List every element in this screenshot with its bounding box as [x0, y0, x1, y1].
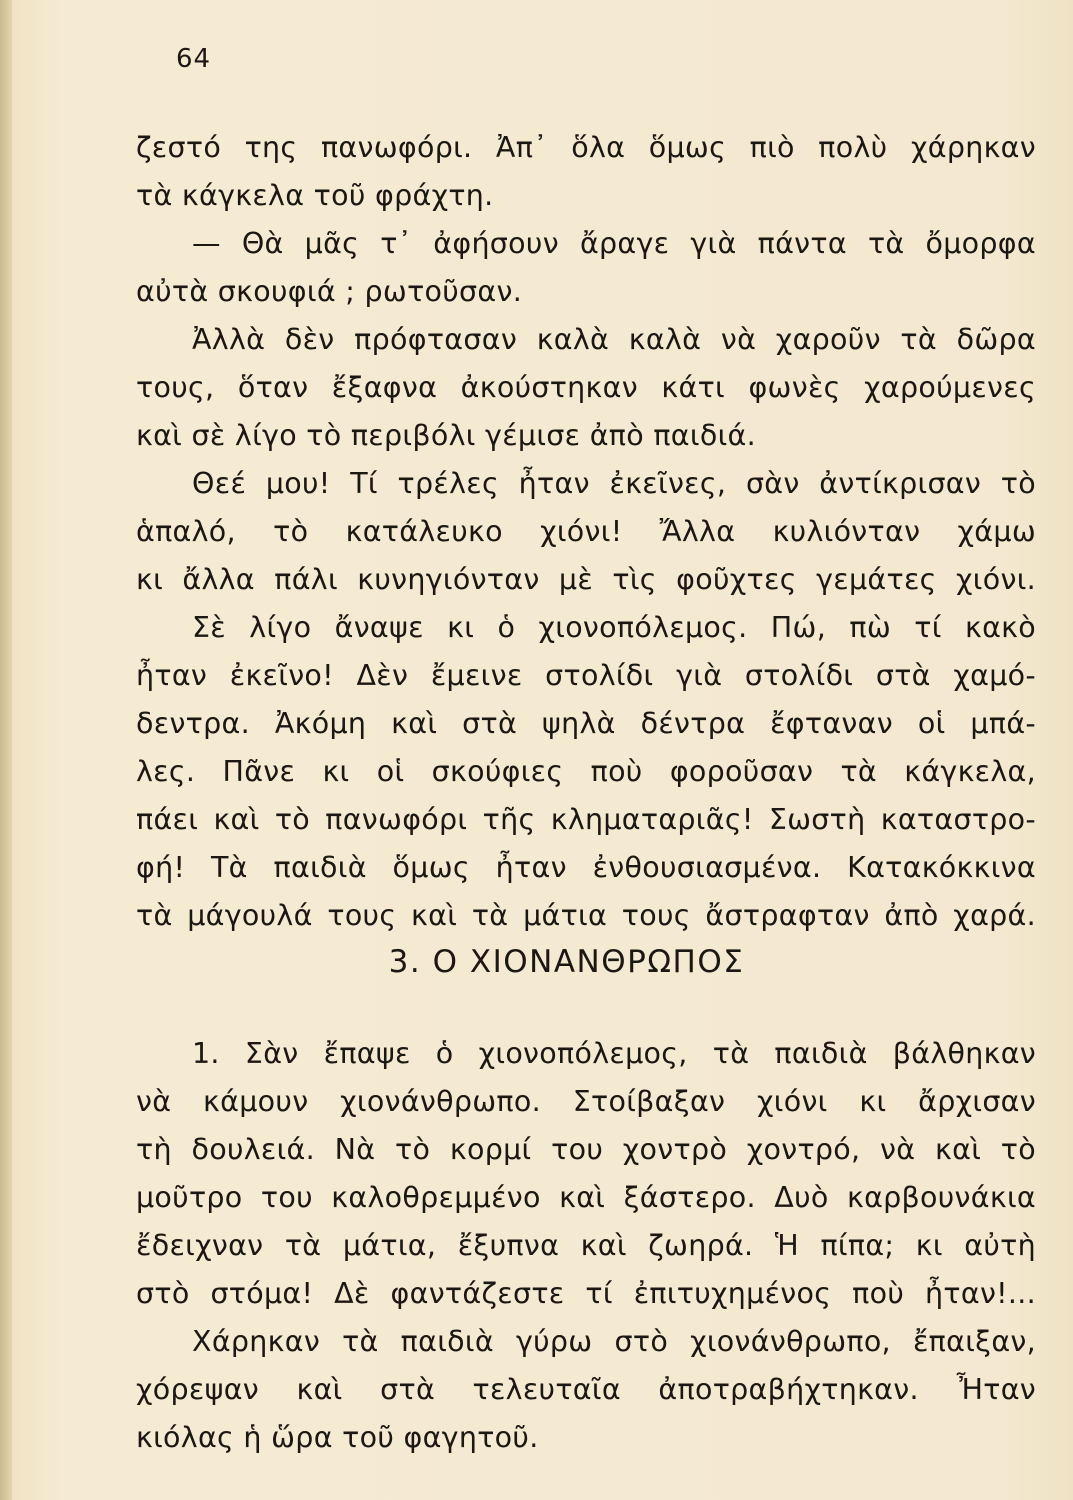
- text-line: τὰ κάγκελα τοῦ φράχτη.: [136, 179, 494, 212]
- section-2-text: [136, 1030, 1036, 1462]
- text-line: καὶ σὲ λίγο τὸ περιβόλι γέμισε ἀπὸ παιδιά.: [136, 419, 756, 452]
- text-line: τους, ὅταν ἔξαφνα ἀκούστηκαν κάτι φωνὲς χαρούμενες: [136, 371, 1036, 404]
- text-line: λες. Πᾶνε κι οἱ σκούφιες ποὺ φοροῦσαν τὰ κάγκελα,: [136, 755, 1036, 788]
- text-line: νὰ κάμουν χιονάνθρωπο. Στοίβαξαν χιόνι κι ἄρχισαν: [136, 1085, 1036, 1118]
- text-line: ἁπαλό, τὸ κατάλευκο χιόνι! Ἄλλα κυλιόνταν χάμω: [136, 515, 1036, 548]
- text-line: Χάρηκαν τὰ παιδιὰ γύρω στὸ χιονάνθρωπο, ἔπαιξαν,: [192, 1325, 1036, 1358]
- text-line: ἦταν ἐκεῖνο! Δὲν ἔμεινε στολίδι γιὰ στολίδι στὰ χαμό-: [136, 659, 1036, 692]
- text-line: τὰ μάγουλά τους καὶ τὰ μάτια τους ἄστραφταν ἀπὸ χαρά.: [136, 899, 1036, 932]
- text-line: μοῦτρο του καλοθρεμμένο καὶ ξάστερο. Δυὸ καρβουνάκια: [136, 1181, 1036, 1214]
- chapter-heading: 3. Ο ΧΙΟΝΑΝΘΡΩΠΟΣ: [388, 944, 745, 980]
- text-line: ζεστό της πανωφόρι. Ἀπ᾿ ὅλα ὅμως πιὸ πολὺ χάρηκαν: [136, 131, 1036, 164]
- page-binding-edge: [0, 0, 12, 1500]
- text-line: πάει καὶ τὸ πανωφόρι τῆς κληματαριᾶς! Σωστὴ καταστρο-: [136, 803, 1036, 836]
- text-line: κιόλας ἡ ὥρα τοῦ φαγητοῦ.: [136, 1421, 539, 1454]
- text-line: αὐτὰ σκουφιά ; ρωτοῦσαν.: [136, 275, 523, 308]
- text-line: ἔδειχναν τὰ μάτια, ἔξυπνα καὶ ζωηρά. Ἡ πίπα; κι αὐτὴ: [136, 1229, 1036, 1262]
- text-line: δεντρα. Ἀκόμη καὶ στὰ ψηλὰ δέντρα ἔφταναν οἱ μπά-: [136, 707, 1036, 740]
- text-line: Θεέ μου! Τί τρέλες ἦταν ἐκεῖνες, σὰν ἀντίκρισαν τὸ: [192, 467, 1036, 500]
- text-line: κι ἄλλα πάλι κυνηγιόνταν μὲ τὶς φοῦχτες γεμάτες χιόνι.: [136, 563, 1036, 596]
- page-number: 64: [176, 44, 212, 74]
- section-1-text: [136, 124, 1036, 940]
- text-line: Σὲ λίγο ἄναψε κι ὁ χιονοπόλεμος. Πώ, πὼ τί κακὸ: [192, 611, 1036, 644]
- text-line: φή! Τὰ παιδιὰ ὅμως ἦταν ἐνθουσιασμένα. Κατακόκκινα: [136, 851, 1036, 884]
- text-line: στὸ στόμα! Δὲ φαντάζεστε τί ἐπιτυχημένος ποὺ ἦταν!...: [136, 1277, 1036, 1310]
- text-line: 1. Σὰν ἔπαψε ὁ χιονοπόλεμος, τὰ παιδιὰ βάλθηκαν: [192, 1037, 1036, 1070]
- text-line: — Θὰ μᾶς τ᾿ ἀφήσουν ἄραγε γιὰ πάντα τὰ ὄμορφα: [192, 227, 1036, 260]
- text-line: Ἀλλὰ δὲν πρόφτασαν καλὰ καλὰ νὰ χαροῦν τὰ δῶρα: [192, 323, 1036, 356]
- text-line: τὴ δουλειά. Νὰ τὸ κορμί του χοντρὸ χοντρό, νὰ καὶ τὸ: [136, 1133, 1036, 1166]
- text-line: χόρεψαν καὶ στὰ τελευταῖα ἀποτραβήχτηκαν. Ἦταν: [136, 1373, 1036, 1406]
